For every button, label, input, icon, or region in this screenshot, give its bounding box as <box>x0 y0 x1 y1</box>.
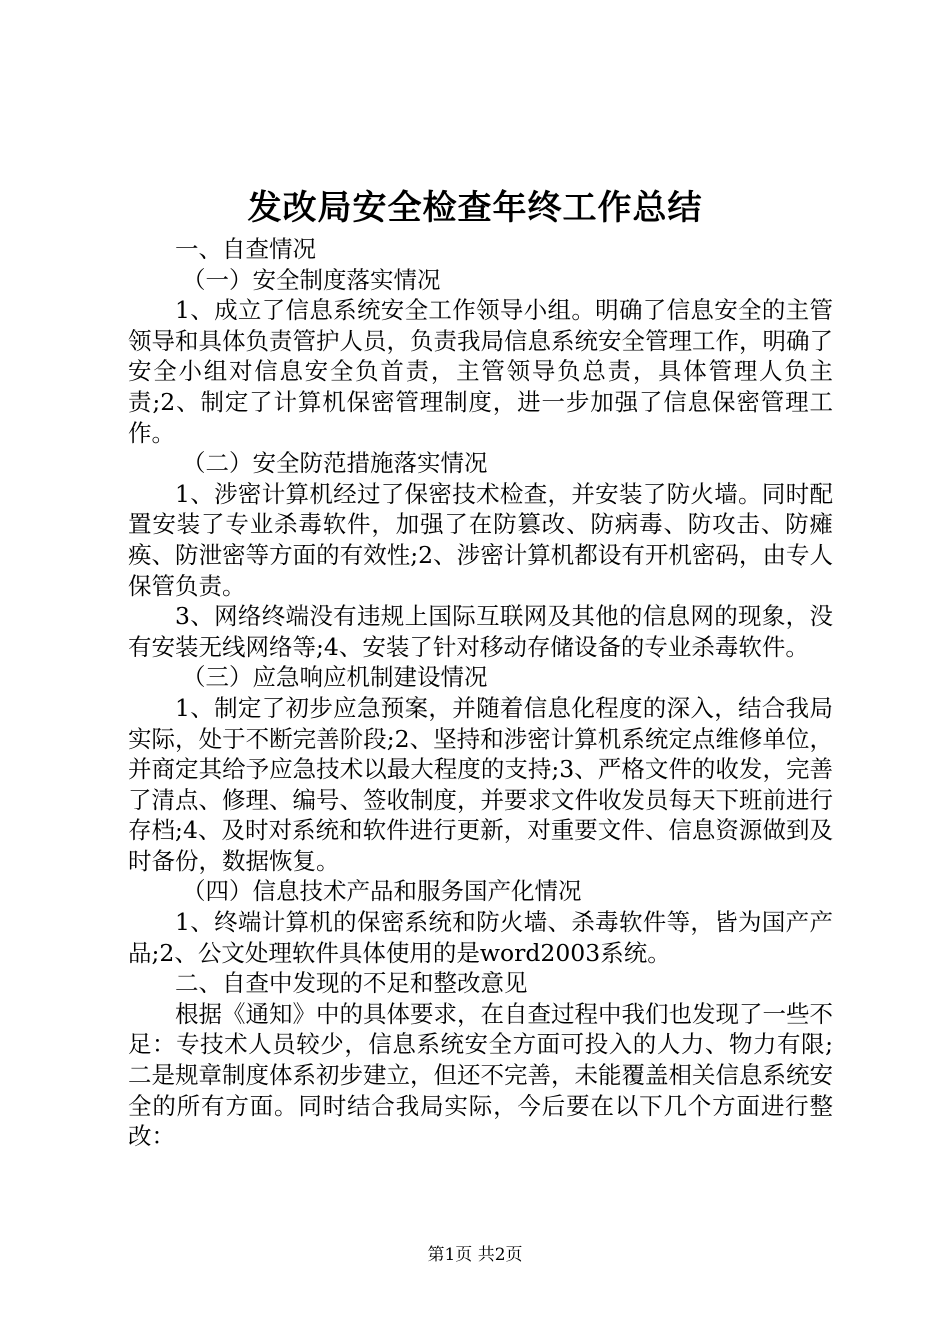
paragraph-prevention-measures-2: 3、网络终端没有违规上国际互联网及其他的信息网的现象，没有安装无线网络等;4、安装了针对移动存储设备的专业杀毒软件。 <box>128 602 833 661</box>
paragraph-emergency-response: 1、制定了初步应急预案，并随着信息化程度的深入，结合我局实际，处于不断完善阶段;2、坚持和涉密计算机系统定点维修单位，并商定其给予应急技术以最大程度的支持;3、严格文件的收发，完善了清点、修理、编号、签收制度，并要求文件收发员每天下班前进行存档;4、及时对系统和软件进行更新，对重要文件、信息资源做到及时备份，数据恢复。 <box>128 693 833 875</box>
subsection-heading-safety-system: （一）安全制度落实情况 <box>182 265 441 294</box>
paragraph-safety-system: 1、成立了信息系统安全工作领导小组。明确了信息安全的主管领导和具体负责管护人员，负责我局信息系统安全管理工作，明确了安全小组对信息安全负首责，主管领导负总责，具体管理人负主责;2、制定了计算机保密管理制度，进一步加强了信息保密管理工作。 <box>128 296 833 447</box>
subsection-heading-emergency-response: （三）应急响应机制建设情况 <box>182 663 488 692</box>
document-title: 发改局安全检查年终工作总结 <box>247 188 703 228</box>
document-body <box>128 234 833 1152</box>
paragraph-prevention-measures-1: 1、涉密计算机经过了保密技术检查，并安装了防火墙。同时配置安装了专业杀毒软件，加强了在防篡改、防病毒、防攻击、防瘫痪、防泄密等方面的有效性;2、涉密计算机都设有开机密码，由专人保管负责。 <box>128 479 833 600</box>
section-heading-shortcomings: 二、自查中发现的不足和整改意见 <box>175 969 528 998</box>
paragraph-shortcomings: 根据《通知》中的具体要求，在自查过程中我们也发现了一些不足：专技术人员较少，信息系统安全方面可投入的人力、物力有限;二是规章制度体系初步建立，但还不完善，未能覆盖相关信息系统安全的所有方面。同时结合我局实际，今后要在以下几个方面进行整改： <box>128 999 833 1151</box>
page-number-footer: 第1页 共2页 <box>427 1245 523 1265</box>
subsection-heading-localization: （四）信息技术产品和服务国产化情况 <box>182 877 582 906</box>
paragraph-localization: 1、终端计算机的保密系统和防火墙、杀毒软件等，皆为国产产品;2、公文处理软件具体使用的是word2003系统。 <box>128 908 833 967</box>
section-heading-self-check: 一、自查情况 <box>175 235 316 263</box>
subsection-heading-prevention-measures: （二）安全防范措施落实情况 <box>182 449 488 478</box>
